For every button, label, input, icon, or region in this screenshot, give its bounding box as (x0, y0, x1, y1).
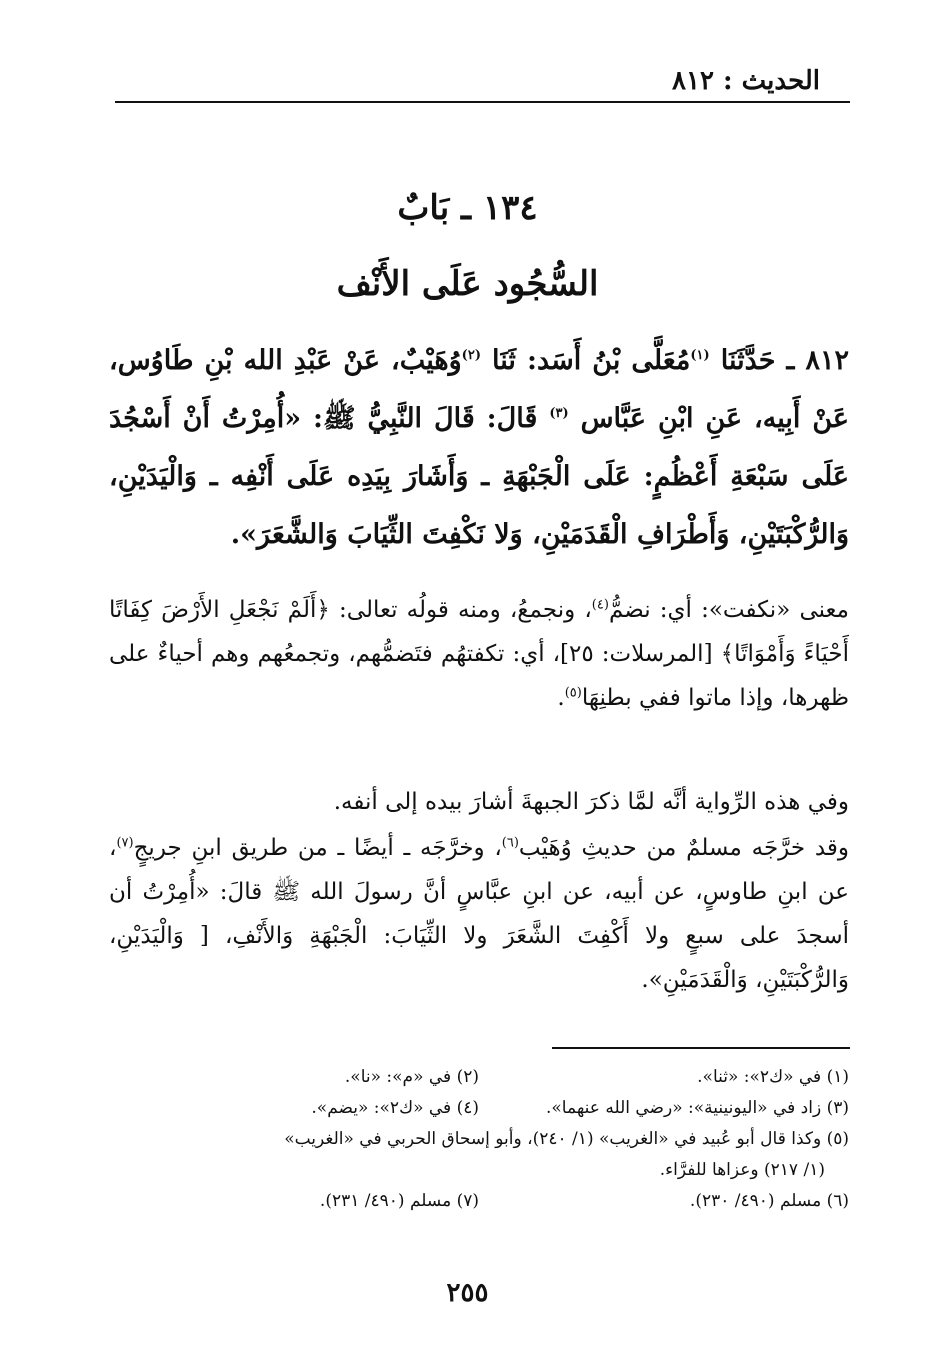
footnote-ref-3: (٣) (549, 406, 569, 421)
footnotes (109, 1062, 849, 1217)
footnote-2: (٢) في «م»: «نا». (344, 1067, 479, 1087)
footnote-ref-4: (٤) (591, 597, 609, 613)
hadith-text (109, 332, 849, 564)
footnote-ref-2: (٢) (461, 348, 481, 363)
commentary-paragraph-3 (109, 826, 849, 1002)
footnote-3: (٣) زاد في «اليونينية»: «رضي الله عنهما». (546, 1098, 849, 1118)
running-head: الحديث : ٨١٢ (672, 66, 820, 96)
chapter-number: ١٣٤ ـ بَابٌ (397, 188, 538, 228)
footnote-5: (٥) وكذا قال أبو عُبيد في «الغريب» (١/ ٢٤٠)، وأبو إسحاق الحربي في «الغريب» (284, 1129, 849, 1149)
footnote-ref-1: (١) (690, 348, 710, 363)
chapter-title: السُّجُود عَلَى الأَنْف (336, 264, 599, 304)
footnote-4: (٤) في «ك٢»: «يضم». (311, 1098, 479, 1118)
commentary-text: ، ونجمعُ، ومنه قولُه تعالى: ﴿أَلَمْ نَجْعَلِ الأَرْضَ كِفَاتًا أَحْيَاءً وَأَمْوَاتًا﴾ [المرسلات: ٢٥]، أي: تكفتهُم فتَضمُّهم، وتجمعُهم وهم أحياءٌ على ظهرها، وإذا ماتوا ففي بطنِهَا (109, 597, 849, 711)
commentary-text: ، وخرَّجَه ـ أيضًا ـ من طريق ابنِ جريجٍ (133, 835, 502, 861)
footnote-ref-7: (٧) (116, 835, 134, 851)
hadith-matn: قَالَ: قَالَ النَّبِيُّ ﷺ: «أُمِرْتُ أَنْ أَسْجُدَ عَلَى سَبْعَةِ أَعْظُمٍ: عَلَى الْجَبْهَةِ ـ وَأَشَارَ بِيَدِه عَلَى أَنْفِه ـ وَالْيَدَيْنِ، وَالرُّكْبَتَيْنِ، وَأَطْرَافِ الْقَدَمَيْنِ، وَلا نَكْفِتَ الثِّيَابَ وَالشَّعَرَ». (109, 403, 849, 550)
hadith-chain-1: مُعَلَّى بْنُ أَسَد: ثَنَا (492, 345, 691, 376)
footnote-row (109, 1186, 849, 1217)
footnote-1: (١) في «ك٢»: «ثنا». (697, 1067, 849, 1087)
page-number: ٢٥٥ (446, 1278, 489, 1308)
commentary-text: . (557, 685, 565, 711)
footnote-ref-6: (٦) (501, 835, 519, 851)
footnote-row (109, 1062, 849, 1093)
commentary-paragraph-1 (109, 588, 849, 720)
commentary-text: وقد خرَّجَه مسلمٌ من حديثِ وُهَيْب (518, 835, 850, 861)
header-rule (115, 101, 850, 103)
footnote-7: (٧) مسلم (٤٩٠/ ٢٣١). (319, 1191, 479, 1211)
footnote-rule (552, 1047, 850, 1049)
commentary-text: معنى «نكفت»: أي: نضمُّ (608, 597, 849, 623)
hadith-number: ٨١٢ ـ حَدَّثَنَا (720, 345, 850, 376)
footnote-ref-5: (٥) (564, 685, 582, 701)
hadith-chain-2: وُهَيْبٌ، عَنْ عَبْدِ الله بْنِ طَاوُس، عَنْ أَبِيه، عَنِ ابْنِ عَبَّاس (109, 345, 849, 434)
commentary-paragraph-2: وفي هذه الرِّواية أنَّه لمَّا ذكرَ الجبهةَ أشارَ بيده إلى أنفه. (333, 789, 849, 815)
footnote-6: (٦) مسلم (٤٩٠/ ٢٣٠). (689, 1191, 849, 1211)
footnote-5-continuation: (١/ ٢١٧) وعزاها للفرَّاء. (659, 1160, 825, 1180)
footnote-row (109, 1093, 849, 1124)
commentary-text: ، عن ابنِ طاوسٍ، عن أبيه، عن ابنِ عبَّاسٍ أنَّ رسولَ الله ﷺ قالَ: «أُمِرْتُ أن أسجدَ على سبعٍ ولا أَكْفِتَ الشَّعَرَ ولا الثِّيَابَ: الْجَبْهَةِ وَالأَنْفِ، [ وَالْيَدَيْنِ، وَالرُّكْبَتَيْنِ، وَالْقَدَمَيْنِ». (109, 835, 849, 993)
